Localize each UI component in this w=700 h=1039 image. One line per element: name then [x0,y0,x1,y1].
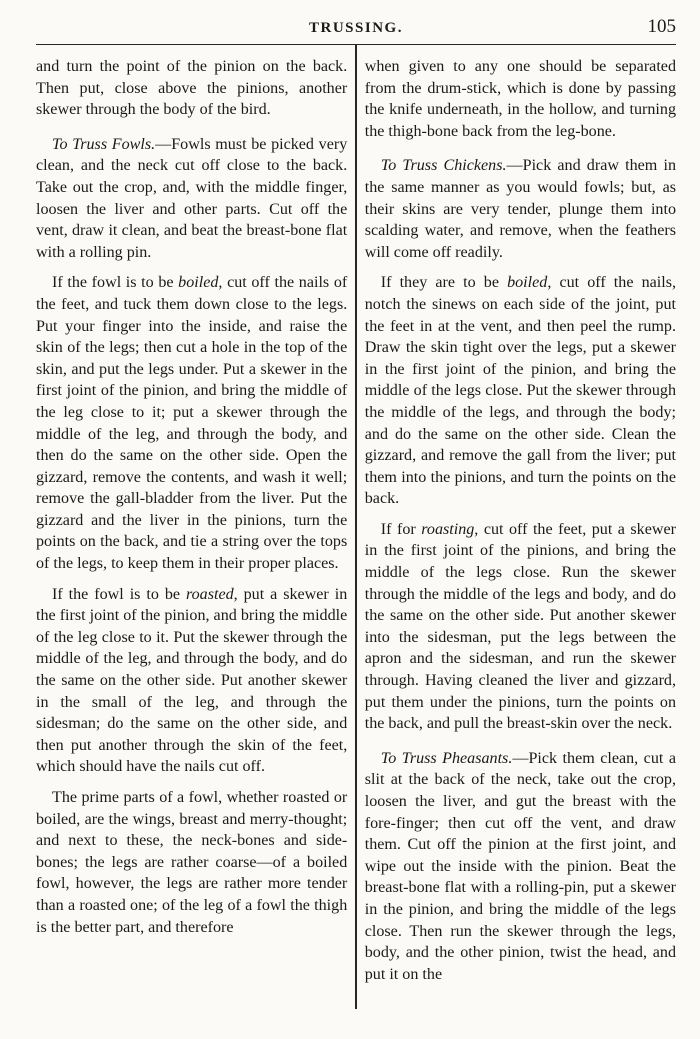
paragraph-text: —Pick and draw them in the same manner as you would fowls; but, as their skins are very tender, plunge them into scalding water, and remove, when the feathers will come off readily. [364,157,677,261]
paragraph-text: If for [380,520,422,538]
page-number: 105 [647,16,676,37]
section-heading: To Truss Chickens. [380,157,507,175]
paragraph-roasted [36,584,347,778]
paragraph-text: when given to any one should be separated from the drum-stick, which is done by passing the knife underneath, in the hollow, and turning the thigh-bone back from the leg-bone. [364,58,676,140]
paragraph-text: If they are to be [380,274,508,292]
paragraph-roasting [365,519,676,735]
paragraph-boiled [36,272,347,574]
emphasis: boiled [507,274,548,292]
paragraph-text: and turn the point of the pinion on the back. Then put, close above the pinions, another skewer through the body of the bird. [36,58,348,119]
paragraph [36,56,347,121]
emphasis: roasting [421,520,475,538]
paragraph-text: If the fowl is to be [52,585,186,603]
paragraph-text: , cut off the nails, notch the sinews on each side of the joint, put the feet in at the vent, and then peel the rump. Draw the skin tight over the legs, put a skewer in the first joint of the pinion, and bring the middle of the legs close. Put the skewer through the middle of the legs, and through the body; and do the same on the other side. Clean the gizzard, and remove the gall from the liver; put them into the pinions, and turn the points on the back. [364,274,676,508]
two-column-body [36,56,676,1029]
emphasis: roasted [185,585,234,603]
paragraph [365,56,676,142]
paragraph-truss-pheasants [365,748,676,986]
paragraph-text: , put a skewer in the first joint of the pinion, and bring the middle of the leg close to it. Put the skewer through the middle of the leg, and through the body, and do the same on the other side. Put another skewer in the small of the leg, and through the sidesman; do the same on the other side, and then put another through the skin of the feet, which should have the nails cut off. [36,585,348,776]
section-heading: To Truss Pheasants. [380,749,513,767]
running-head: TRUSSING. [309,20,403,36]
left-column [36,56,355,1029]
paragraph-text: , cut off the feet, put a skewer in the first joint of the pinions, and bring the middle of the legs close. Run the skewer through the middle of the legs and body, and do the same on the other side. Put another skewer into the sidesman, put the legs between the apron and the sidesman, and run the skewer through. Having cleaned the liver and gizzard, put them under the pinions, turn the points on the back, and pull the breast-skin over the neck. [364,520,677,733]
paragraph-text: —Fowls must be picked very clean, and the neck cut off close to the back. Take out the crop, and, with the middle finger, loosen the liver and other parts. Cut off the vent, draw it clean, and beat the breast-bone flat with a rolling pin. [36,135,348,261]
emphasis: boiled [178,274,219,292]
paragraph-truss-fowls [36,134,347,264]
paragraph-text: The prime parts of a fowl, whether roasted or boiled, are the wings, breast and merry-thought; and next to these, the neck-bones and side-bones; the legs are rather coarse—of a boiled fowl, however, the legs are rather more tender than a roasted one; of the leg of a fowl the thigh is the better part, and therefore [36,789,348,936]
paragraph-truss-chickens [365,155,676,263]
right-column [357,56,676,1029]
paragraph-boiled [365,272,676,510]
page-header [36,12,676,45]
paragraph-text: —Pick them clean, cut a slit at the back of the neck, take out the crop, loosen the liver, and gut the breast with the fore-finger; then cut off the vent, and draw them. Cut off the pinion at the first joint, and wipe out the inside with the pinion. Beat the breast-bone flat with a rolling-pin, put a skewer in the pinion, and bring the middle of the legs close. Then run the skewer through the legs, body, and the other pinion, twist the head, and put it on the [364,749,676,983]
paragraph-text: , cut off the nails of the feet, and tuck them down close to the legs. Put your finger into the inside, and raise the skin of the legs; then cut a hole in the top of the skin, and put the legs under. Put a skewer in the first joint of the pinion, and bring the middle of the leg close to it; put a skewer through the middle of the leg, and through the body, and then do the same on the other side. Open the gizzard, remove the contents, and wash it well; remove the gall-bladder from the liver. Put the gizzard and the liver in the pinions, turn the points on the back, and tie a string over the tops of the legs, to keep them in their proper places. [36,274,348,573]
paragraph-prime-parts [36,787,347,938]
section-heading: To Truss Fowls. [52,135,156,153]
paragraph-text: If the fowl is to be [52,274,179,292]
